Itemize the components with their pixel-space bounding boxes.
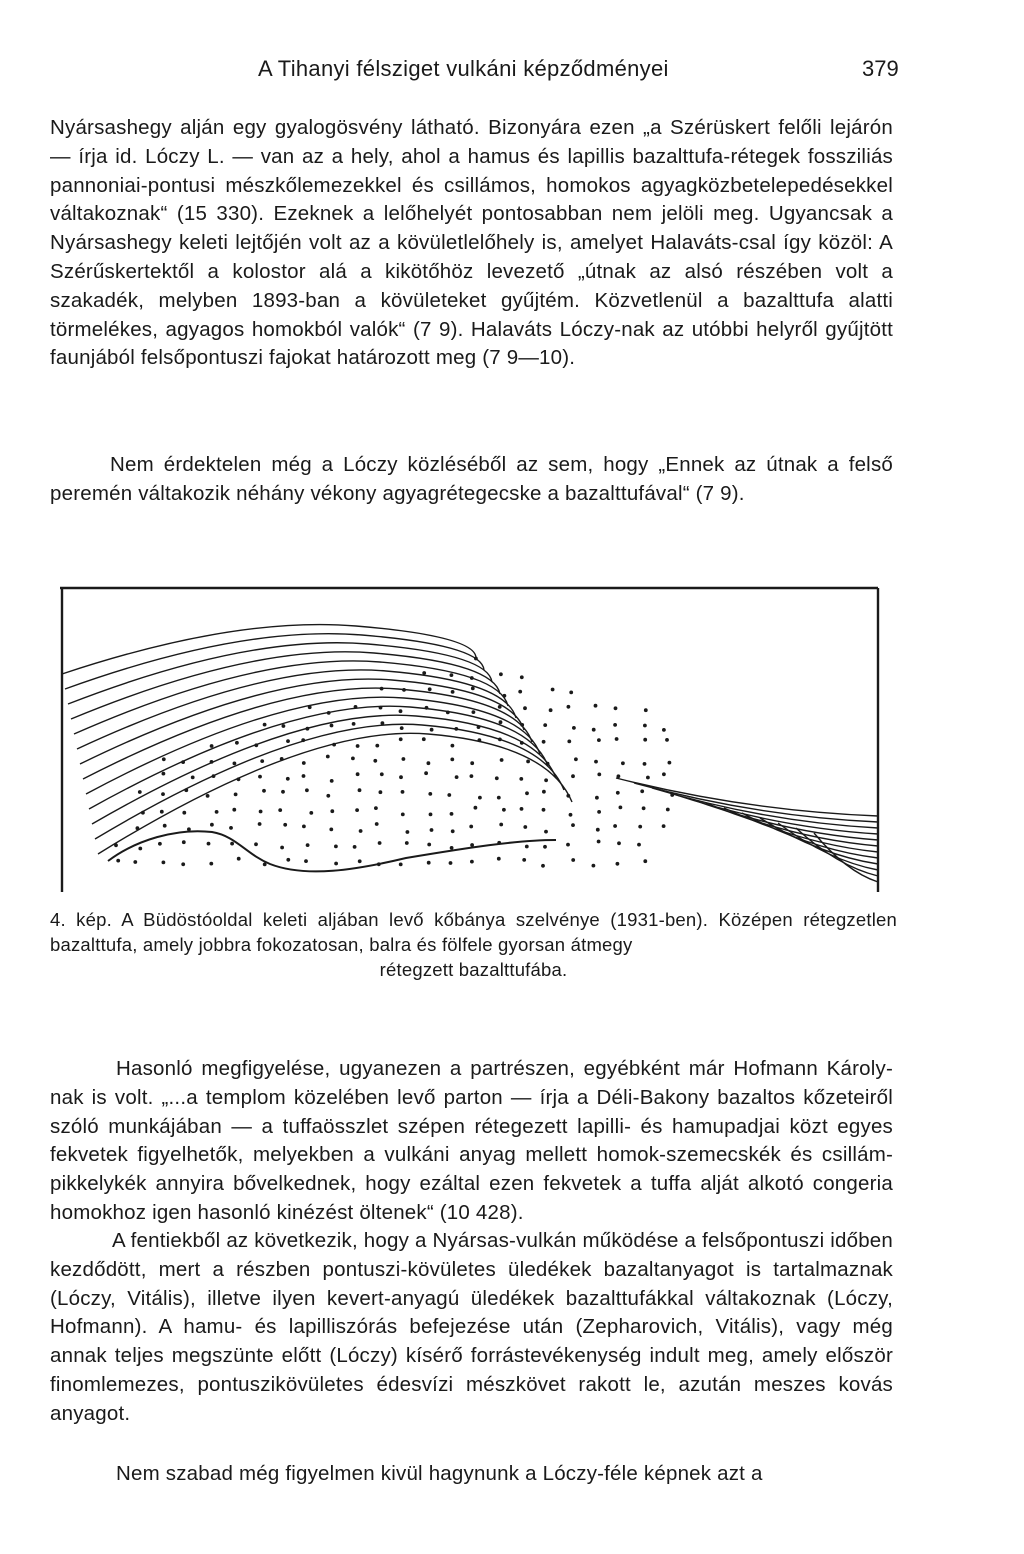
tuff-dot bbox=[450, 758, 454, 762]
figure-caption bbox=[50, 907, 897, 982]
tuff-dot bbox=[207, 842, 211, 846]
tuff-dot bbox=[254, 842, 258, 846]
tuff-dot bbox=[450, 673, 454, 677]
tuff-dot bbox=[308, 705, 312, 709]
tuff-dot bbox=[280, 757, 284, 761]
tuff-dot bbox=[428, 792, 432, 796]
tuff-dot bbox=[662, 728, 666, 732]
tuff-dot bbox=[470, 676, 474, 680]
tuff-dot bbox=[209, 862, 213, 866]
tuff-dot bbox=[235, 741, 239, 745]
tuff-dot bbox=[619, 806, 623, 810]
tuff-dot bbox=[638, 825, 642, 829]
tuff-dot bbox=[278, 808, 282, 812]
tuff-dot bbox=[114, 843, 118, 847]
tuff-dot bbox=[330, 809, 334, 813]
tuff-dot bbox=[470, 774, 474, 778]
tuff-dot bbox=[567, 740, 571, 744]
tuff-dot bbox=[495, 776, 499, 780]
caption-line-2: rétegzetlen bazalttufa, amely jobbra fokozatosan, balra és fölfele gyorsan átmegy bbox=[50, 909, 897, 955]
tuff-dot bbox=[399, 775, 403, 779]
tuff-dot bbox=[161, 792, 165, 796]
tuff-dot bbox=[330, 724, 334, 728]
tuff-dot bbox=[646, 776, 650, 780]
tuff-dot bbox=[551, 688, 555, 692]
tuff-dot bbox=[472, 710, 476, 714]
tuff-dot bbox=[162, 772, 166, 776]
tuff-dot bbox=[182, 811, 186, 815]
tuff-dot bbox=[450, 812, 454, 816]
tuff-dot bbox=[518, 690, 522, 694]
tuff-dot bbox=[191, 776, 195, 780]
tuff-dot bbox=[162, 861, 166, 865]
tuff-dot bbox=[210, 823, 214, 827]
tuff-dot bbox=[520, 807, 524, 811]
tuff-dot bbox=[567, 705, 571, 709]
tuff-dot bbox=[302, 825, 306, 829]
tuff-dot bbox=[334, 862, 338, 866]
tuff-dot bbox=[355, 808, 359, 812]
tuff-dot bbox=[237, 777, 241, 781]
tuff-dot bbox=[352, 722, 356, 726]
tuff-dot bbox=[666, 808, 670, 812]
tuff-dot bbox=[263, 723, 267, 727]
tuff-dot bbox=[422, 737, 426, 741]
stratum-line bbox=[83, 688, 532, 779]
tuff-dot bbox=[616, 791, 620, 795]
tuff-dot bbox=[478, 738, 482, 742]
tuff-dot bbox=[451, 690, 455, 694]
tuff-dot bbox=[478, 796, 482, 800]
tuff-dot bbox=[354, 705, 358, 709]
tuff-dot bbox=[162, 757, 166, 761]
tuff-dot bbox=[258, 775, 262, 779]
tuff-dot bbox=[427, 861, 431, 865]
stratum-line bbox=[95, 724, 564, 839]
tuff-dot bbox=[381, 721, 385, 725]
tuff-dot bbox=[254, 743, 258, 747]
tuff-dot bbox=[358, 859, 362, 863]
tuff-dot bbox=[163, 824, 167, 828]
tuff-dot bbox=[427, 761, 431, 765]
stratum-line bbox=[98, 733, 572, 854]
tuff-dot bbox=[326, 755, 330, 759]
tuff-dot bbox=[574, 757, 578, 761]
tuff-dot bbox=[351, 757, 355, 761]
tuff-dot bbox=[597, 738, 601, 742]
tuff-dot bbox=[596, 828, 600, 832]
tuff-dot bbox=[399, 863, 403, 867]
tuff-dot bbox=[141, 811, 145, 815]
tuff-dot bbox=[359, 829, 363, 833]
tuff-dot bbox=[430, 828, 434, 832]
tuff-dot bbox=[662, 824, 666, 828]
caption-line-3: rétegzett bazalttufába. bbox=[379, 959, 568, 980]
tuff-dot bbox=[399, 737, 403, 741]
tuff-dot bbox=[326, 794, 330, 798]
tuff-dot bbox=[571, 858, 575, 862]
tuff-dot bbox=[617, 774, 621, 778]
tuff-dot bbox=[644, 708, 648, 712]
tuff-dot bbox=[181, 862, 185, 866]
tuff-dot bbox=[544, 778, 548, 782]
tuff-dot bbox=[597, 840, 601, 844]
caption-line-1: 4. kép. A Büdöstóoldal keleti aljában levő kőbánya szelvénye (1931-ben). Középen bbox=[50, 909, 793, 930]
tuff-dot bbox=[282, 724, 286, 728]
tuff-dot bbox=[665, 738, 669, 742]
tuff-dot bbox=[327, 711, 331, 715]
tuff-dot bbox=[616, 862, 620, 866]
tuff-dot bbox=[451, 829, 455, 833]
tuff-dot bbox=[405, 841, 409, 845]
tuff-dot bbox=[597, 810, 601, 814]
tuff-dot bbox=[503, 694, 507, 698]
tuff-dot bbox=[206, 794, 210, 798]
paragraph-1: Nyársashegy alján egy gyalogösvény látható. Bizonyára ezen „a Szérüskert felőli lejárón — írja id. Lóczy L. — van az a hely, ahol a hamus és lapillis bazalttufa-rétegek fossziliás pannoniai-pontusi mészkőlemezekkel és csillámos, homokos agyagközbetelepedésekkel váltakoznak“ (15 330). Ezeknek a lelőhelyét pontosabban nem jelöli meg. Ugyancsak a Nyársashegy keleti lejtőjén volt az a kövületlelőhely is, amelyet Halaváts-csal így közöl: A Szérűskertektől a kolostor alá a kikötőhöz levezető „útnak az alsó részében volt a szakadék, melyben 1893-ban a kövületeket gyűjtém. Közvetlenül a bazalttufa alatti törmelékes, agyagos homokból valók“ (7 9). Halaváts Lóczy-nak az utóbbi helyről gyűjtött faunjából felsőpontuszi fajokat határozott meg (7 9—10). bbox=[50, 116, 893, 370]
tuff-dot bbox=[356, 772, 360, 776]
tuff-dot bbox=[572, 726, 576, 730]
tuff-dot bbox=[406, 830, 410, 834]
tuff-dot bbox=[402, 688, 406, 692]
tuff-dot bbox=[592, 728, 596, 732]
tuff-dot bbox=[477, 725, 481, 729]
tuff-dot bbox=[449, 861, 453, 865]
tuff-dot bbox=[542, 808, 546, 812]
stratum-line bbox=[77, 670, 516, 749]
tuff-dot bbox=[469, 825, 473, 829]
tuff-dot bbox=[309, 811, 313, 815]
tuff-dot bbox=[378, 841, 382, 845]
tuff-dot bbox=[498, 738, 502, 742]
tuff-dot bbox=[522, 858, 526, 862]
tuff-dot bbox=[640, 789, 644, 793]
paragraph-3: Hasonló megfigyelése, ugyanezen a partrészen, egyébként már Hofmann Károly-nak is volt. „...a templom közelében levő parton — írja a Déli-Bakony bazaltos kőzeteiről szóló munkájában — a tuffaösszlet szépen rétegezett lapilli- és hamupadjai közt egyes fekvetek figyelhetők, melyekben a vulkáni anyag mellett homok-szemecskék és csillám-pikkelykék annyira bővelkednek, hogy ezáltal ezen fekvetek a tuffa alját alkotó congeria homokhoz igen hasonló kinézést öltenek“ (10 428). bbox=[50, 1057, 893, 1224]
stratum-line bbox=[778, 823, 878, 870]
tuff-dot bbox=[614, 706, 618, 710]
tuff-dot bbox=[133, 860, 137, 864]
page-number: 379 bbox=[862, 56, 899, 81]
tuff-dot bbox=[643, 859, 647, 863]
tuff-dot bbox=[334, 845, 338, 849]
tuff-dot bbox=[138, 790, 142, 794]
tuff-dot bbox=[670, 793, 674, 797]
tuff-dot bbox=[401, 813, 405, 817]
tuff-dot bbox=[422, 671, 426, 675]
tuff-dot bbox=[402, 757, 406, 761]
tuff-dot bbox=[380, 772, 384, 776]
tuff-dot bbox=[549, 708, 553, 712]
tuff-dot bbox=[425, 706, 429, 710]
tuff-dot bbox=[429, 813, 433, 817]
tuff-dot bbox=[499, 672, 503, 676]
tuff-dot bbox=[400, 726, 404, 730]
tuff-dot bbox=[210, 760, 214, 764]
tuff-dot bbox=[525, 791, 529, 795]
tuff-dot bbox=[519, 777, 523, 781]
tuff-dot bbox=[594, 760, 598, 764]
tuff-dot bbox=[613, 824, 617, 828]
tuff-dot bbox=[229, 826, 233, 830]
tuff-dot bbox=[401, 790, 405, 794]
tuff-dot bbox=[454, 727, 458, 731]
tuff-dot bbox=[474, 806, 478, 810]
tuff-dot bbox=[546, 762, 550, 766]
tuff-dot bbox=[260, 759, 264, 763]
tuff-dot bbox=[181, 760, 185, 764]
running-header bbox=[0, 56, 1024, 88]
tuff-dot bbox=[286, 858, 290, 862]
tuff-dot bbox=[525, 845, 529, 849]
tuff-dot bbox=[138, 847, 142, 851]
tuff-dot bbox=[306, 727, 310, 731]
tuff-dot bbox=[571, 774, 575, 778]
tuff-dot bbox=[499, 720, 503, 724]
tuff-dot bbox=[474, 657, 478, 661]
tuff-dot bbox=[497, 796, 501, 800]
tuff-dot bbox=[356, 744, 360, 748]
tuff-dot bbox=[234, 793, 238, 797]
tuff-dot bbox=[379, 706, 383, 710]
tuff-dot bbox=[617, 841, 621, 845]
tuff-dot bbox=[302, 774, 306, 778]
tuff-dot bbox=[280, 846, 284, 850]
tuff-dot bbox=[470, 860, 474, 864]
tuff-dot bbox=[258, 822, 262, 826]
tuff-dot bbox=[455, 775, 459, 779]
tuff-dot bbox=[642, 806, 646, 810]
tuff-dot bbox=[621, 761, 625, 765]
tuff-dot bbox=[450, 846, 454, 850]
tuff-dot bbox=[286, 739, 290, 743]
tuff-dot bbox=[430, 728, 434, 732]
tuff-dot bbox=[643, 724, 647, 728]
tuff-dot bbox=[668, 761, 672, 765]
tuff-dot bbox=[447, 793, 451, 797]
tuff-dot bbox=[399, 709, 403, 713]
tuff-dot bbox=[470, 761, 474, 765]
figure-4-cross-section bbox=[56, 578, 892, 894]
tuff-dot bbox=[182, 840, 186, 844]
tuff-dot bbox=[233, 762, 237, 766]
tuff-dot bbox=[502, 808, 506, 812]
running-title: A Tihanyi félsziget vulkáni képződményei bbox=[258, 56, 669, 81]
tuff-dot bbox=[306, 843, 310, 847]
tuff-dot bbox=[526, 760, 530, 764]
tuff-dot bbox=[230, 842, 234, 846]
tuff-dot bbox=[615, 737, 619, 741]
tuff-dot bbox=[592, 864, 596, 868]
tuff-dot bbox=[643, 762, 647, 766]
tuff-dot bbox=[497, 857, 501, 861]
tuff-dot bbox=[541, 864, 545, 868]
tuff-dot bbox=[498, 705, 502, 709]
stratum-line bbox=[65, 634, 484, 689]
tuff-dot bbox=[304, 859, 308, 863]
tuff-dot bbox=[358, 788, 362, 792]
tuff-dot bbox=[160, 810, 164, 814]
tuff-dot bbox=[237, 857, 241, 861]
tuff-dot bbox=[330, 779, 334, 783]
tuff-dot bbox=[184, 788, 188, 792]
stratum-line bbox=[616, 778, 878, 816]
tuff-dot bbox=[571, 823, 575, 827]
stratum-line bbox=[74, 661, 508, 734]
tuff-dot bbox=[643, 738, 647, 742]
tuff-dot bbox=[523, 825, 527, 829]
tuff-dot bbox=[500, 758, 504, 762]
stratum-line bbox=[92, 715, 556, 824]
tuff-dot bbox=[259, 810, 263, 814]
tuff-dot bbox=[594, 704, 598, 708]
tuff-dot bbox=[212, 774, 216, 778]
tuff-dot bbox=[544, 830, 548, 834]
tuff-dot bbox=[542, 790, 546, 794]
tuff-dot bbox=[332, 743, 336, 747]
stratum-line bbox=[688, 798, 878, 840]
tuff-dot bbox=[662, 772, 666, 776]
tuff-dot bbox=[499, 823, 503, 827]
tuff-dot bbox=[136, 826, 140, 830]
tuff-dot bbox=[116, 859, 120, 863]
tuff-dot bbox=[286, 777, 290, 781]
tuff-dot bbox=[566, 843, 570, 847]
tuff-dot bbox=[520, 723, 524, 727]
tuff-dot bbox=[158, 842, 162, 846]
tuff-dot bbox=[451, 744, 455, 748]
tuff-dot bbox=[520, 741, 524, 745]
tuff-dot bbox=[566, 794, 570, 798]
tuff-dot bbox=[523, 706, 527, 710]
tuff-dot bbox=[283, 823, 287, 827]
tuff-dot bbox=[215, 810, 219, 814]
tuff-dot bbox=[373, 759, 377, 763]
paragraph-4: A fentiekből az következik, hogy a Nyársas-vulkán működése a felsőpontuszi időben kezdődött, mert a részben pontuszi-kövületes üledékek bazaltanyagot is tartalmaznak (Lóczy, Vitális), illetve ilyen kevert-anyagú üledékek bazalttufákkal váltakoznak (Lóczy, Hofmann). A hamu- és lapilliszórás befejezése után (Zepharovich, Vitális), vagy még annak teljes megszünte előtt (Lóczy) kísérő forrástevékenység indult meg, amely először finomlemezes, pontuszikövületes édesvízi mészkövet rakott le, azután meszes kovás anyagot. bbox=[50, 1229, 893, 1425]
tuff-dot bbox=[329, 828, 333, 832]
tuff-dot bbox=[569, 813, 573, 817]
tuff-dot bbox=[428, 687, 432, 691]
tuff-dot bbox=[262, 789, 266, 793]
quarry-section-drawing bbox=[56, 578, 892, 894]
tuff-dot bbox=[379, 790, 383, 794]
tuff-dot bbox=[375, 744, 379, 748]
tuff-dot bbox=[637, 843, 641, 847]
tuff-dot bbox=[595, 796, 599, 800]
tuff-dot bbox=[302, 761, 306, 765]
tuff-dot bbox=[305, 788, 309, 792]
tuff-dot bbox=[446, 711, 450, 715]
tuff-dot bbox=[375, 822, 379, 826]
tuff-dot bbox=[374, 806, 378, 810]
tuff-dot bbox=[597, 773, 601, 777]
tuff-dot bbox=[427, 843, 431, 847]
tuff-dot bbox=[210, 744, 214, 748]
tuff-dot bbox=[543, 845, 547, 849]
paragraph-2: Nem érdektelen még a Lóczy közléséből az sem, hogy „Ennek az útnak a felső peremén váltakozik néhány vékony agyagrétegecske a bazalttufával“ (7 9). bbox=[50, 453, 893, 505]
tuff-dot bbox=[613, 723, 617, 727]
tuff-dot bbox=[424, 771, 428, 775]
tuff-dot bbox=[520, 675, 524, 679]
tuff-dot bbox=[543, 723, 547, 727]
tuff-dot bbox=[353, 845, 357, 849]
stratum-line bbox=[68, 643, 492, 704]
tuff-dot bbox=[301, 738, 305, 742]
tuff-dot bbox=[232, 808, 236, 812]
tuff-dot bbox=[471, 687, 475, 691]
tuff-dot bbox=[542, 740, 546, 744]
tuff-dot bbox=[380, 687, 384, 691]
tuff-dot bbox=[281, 790, 285, 794]
tuff-dot bbox=[569, 691, 573, 695]
paragraph-5: Nem szabad még figyelmen kivül hagynunk a Lóczy-féle képnek azt a bbox=[116, 1462, 763, 1485]
